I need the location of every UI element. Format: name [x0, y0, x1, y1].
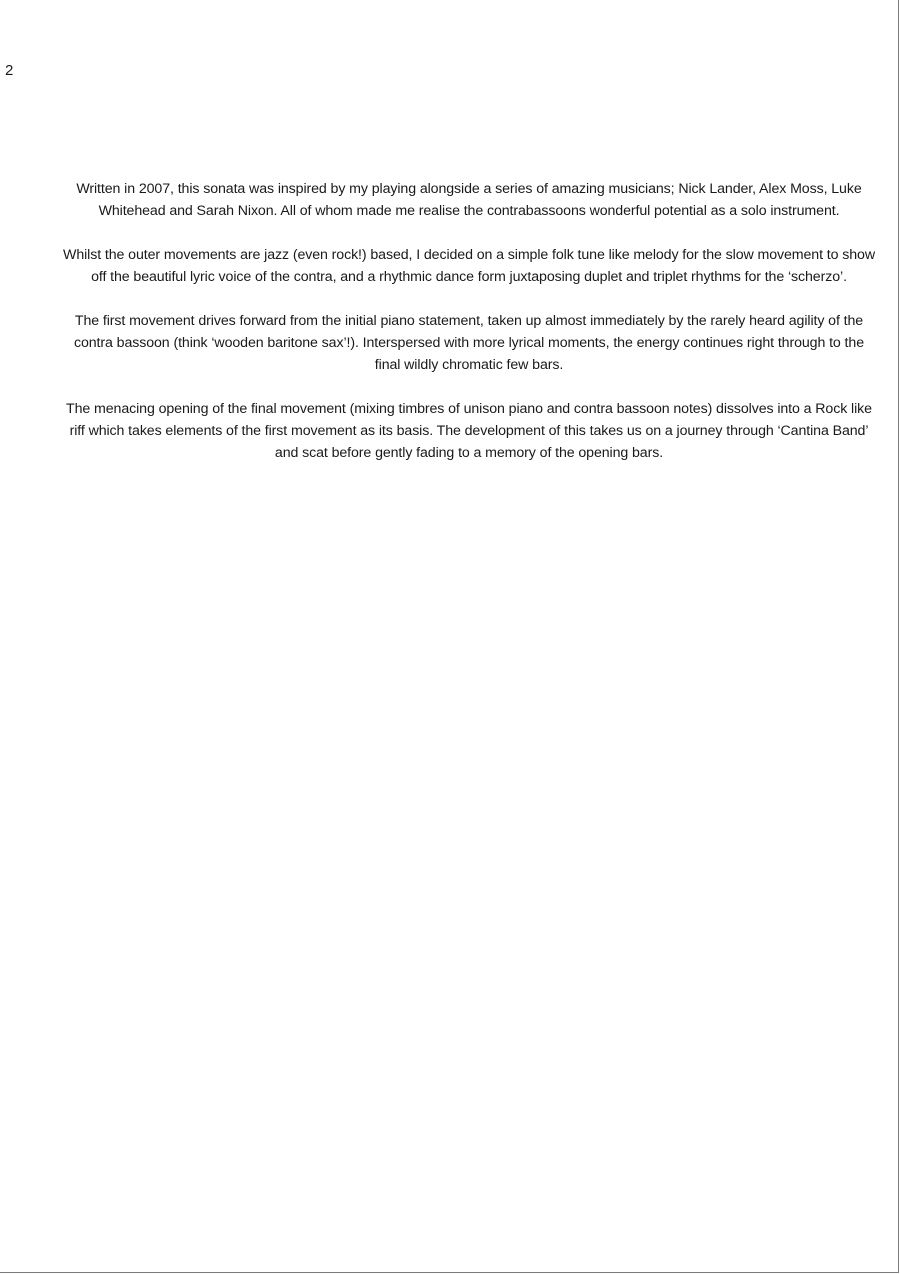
program-notes: [62, 178, 876, 486]
paragraph-inspiration: Written in 2007, this sonata was inspired by my playing alongside a series of amazing musicians; Nick Lander, Alex Moss, Luke Whitehead and Sarah Nixon. All of whom made me realise the contrabassoons wonderful potential as a solo instrument.: [76, 181, 862, 219]
paragraph-first-movement: The first movement drives forward from the initial piano statement, taken up almost immediately by the rarely heard agility of the contra bassoon (think ‘wooden baritone sax’!). Interspersed with more lyrical moments, the energy continues right through to the final wildly chromatic few bars.: [73, 313, 864, 373]
paragraph-final-movement: The menacing opening of the final movement (mixing timbres of unison piano and contra bassoon notes) dissolves into a Rock like riff which takes elements of the first movement as its basis. The development of this takes us on a journey through ‘Cantina Band’ and scat before gently fading to a memory of the opening bars.: [66, 401, 872, 461]
page-number: 2: [5, 62, 14, 79]
paragraph-movements-overview: Whilst the outer movements are jazz (even rock!) based, I decided on a simple folk tune like melody for the slow movement to show off the beautiful lyric voice of the contra, and a rhythmic dance form juxtaposing duplet and triplet rhythms for the ‘scherzo’.: [63, 247, 875, 285]
